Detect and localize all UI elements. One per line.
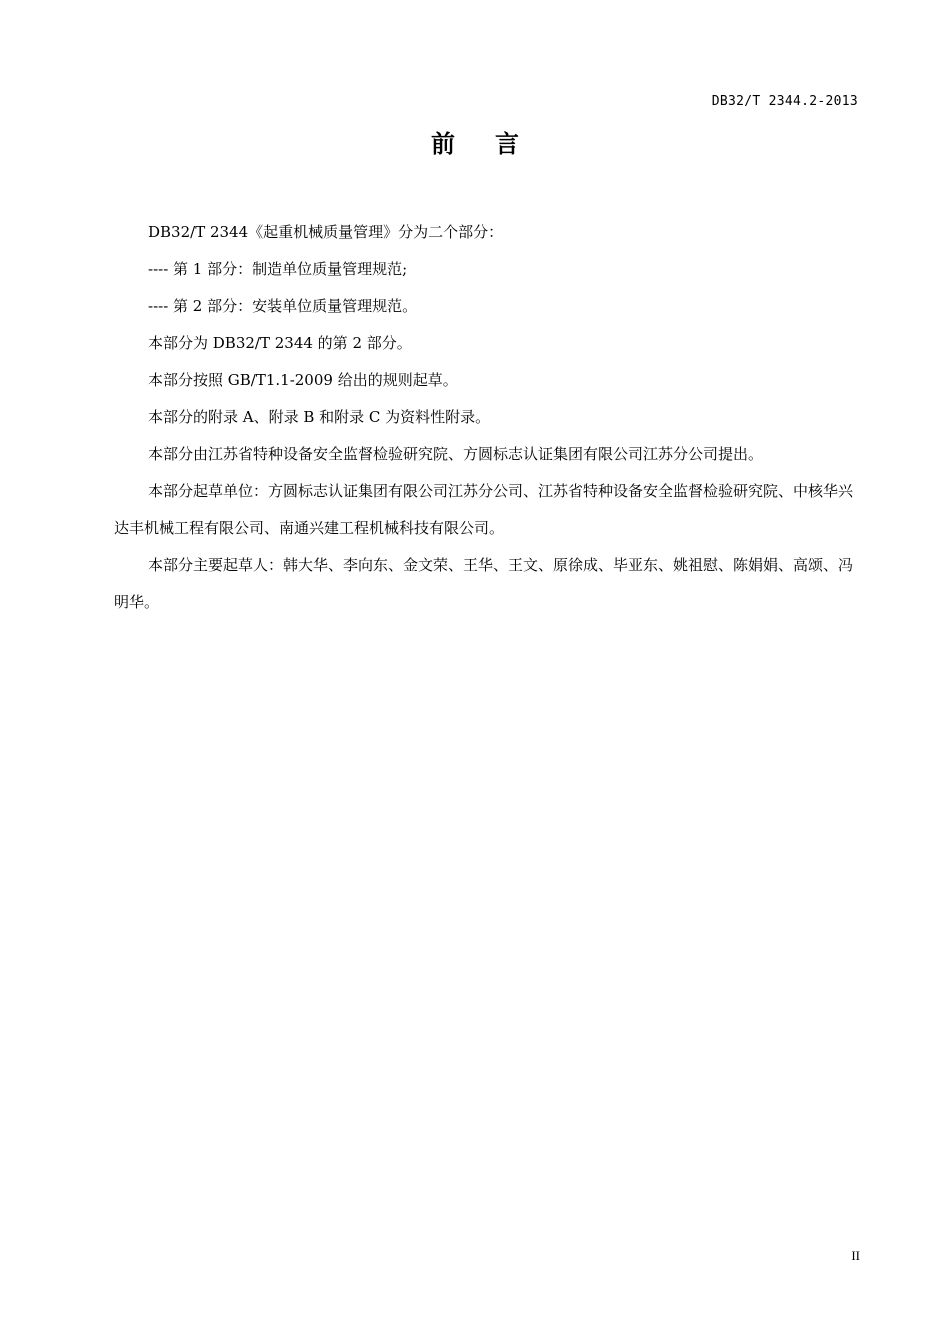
paragraph-proposer: 本部分由江苏省特种设备安全监督检验研究院、方圆标志认证集团有限公司江苏分公司提出。 xyxy=(148,445,764,463)
paragraph-drafting-units: 本部分起草单位：方圆标志认证集团有限公司江苏分公司、江苏省特种设备安全监督检验研究院、中核华兴达丰机械工程有限公司、南通兴建工程机械科技有限公司。 xyxy=(114,482,854,537)
foreword-body xyxy=(114,214,862,621)
page-number: II xyxy=(851,1248,860,1263)
document-code: DB32/T 2344.2-2013 xyxy=(711,94,858,109)
paragraph-this-part: 本部分为 DB32/T 2344 的第 2 部分。 xyxy=(148,334,412,352)
paragraph-part-1: ---- 第 1 部分：制造单位质量管理规范; xyxy=(148,260,408,278)
paragraph-parts-overview: DB32/T 2344《起重机械质量管理》分为二个部分： xyxy=(148,223,504,241)
paragraph-appendices: 本部分的附录 A、附录 B 和附录 C 为资料性附录。 xyxy=(148,408,491,426)
paragraph-part-2: ---- 第 2 部分：安装单位质量管理规范。 xyxy=(148,297,418,315)
paragraph-drafting-rules: 本部分按照 GB/T1.1-2009 给出的规则起草。 xyxy=(148,371,458,389)
page-title: 前言 xyxy=(431,130,559,158)
paragraph-drafters: 本部分主要起草人：韩大华、李向东、金文荣、王华、王文、原徐成、毕亚东、姚祖慰、陈娟娟、高颂、冯明华。 xyxy=(114,556,854,611)
